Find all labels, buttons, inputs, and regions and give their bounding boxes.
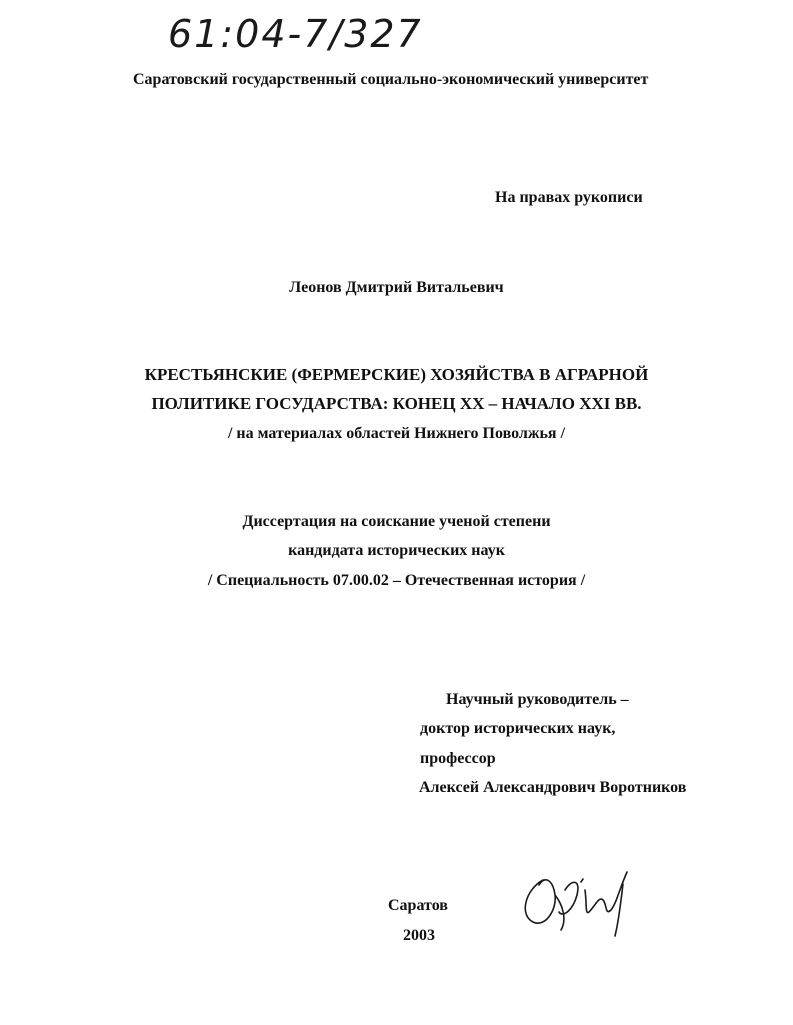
handwritten-archive-mark: 61:04-7/327 (168, 12, 423, 56)
signature-image (515, 860, 645, 940)
title-line-1: КРЕСТЬЯНСКИЕ (ФЕРМЕРСКИЕ) ХОЗЯЙСТВА В АГРАРНОЙ (144, 365, 649, 384)
manuscript-rights: На правах рукописи (495, 189, 643, 206)
supervisor-name: Алексей Александрович Воротников (419, 779, 687, 796)
year: 2003 (403, 927, 435, 944)
university-name: Саратовский государственный социально-экономический университет (133, 71, 649, 88)
title-subtitle: / на материалах областей Нижнего Поволжья / (227, 425, 566, 442)
supervisor-degree: доктор исторических наук, (420, 720, 616, 737)
city: Саратов (388, 897, 448, 914)
degree-line-2: кандидата исторических наук (288, 542, 505, 559)
supervisor-role: Научный руководитель – (446, 691, 629, 708)
degree-line-1: Диссертация на соискание ученой степени (242, 513, 551, 530)
title-line-2: ПОЛИТИКЕ ГОСУДАРСТВА: КОНЕЦ XX – НАЧАЛО XXI ВВ. (151, 394, 642, 413)
supervisor-rank: профессор (420, 750, 496, 767)
author-name: Леонов Дмитрий Витальевич (289, 279, 504, 296)
specialty: / Специальность 07.00.02 – Отечественная история / (207, 572, 586, 589)
